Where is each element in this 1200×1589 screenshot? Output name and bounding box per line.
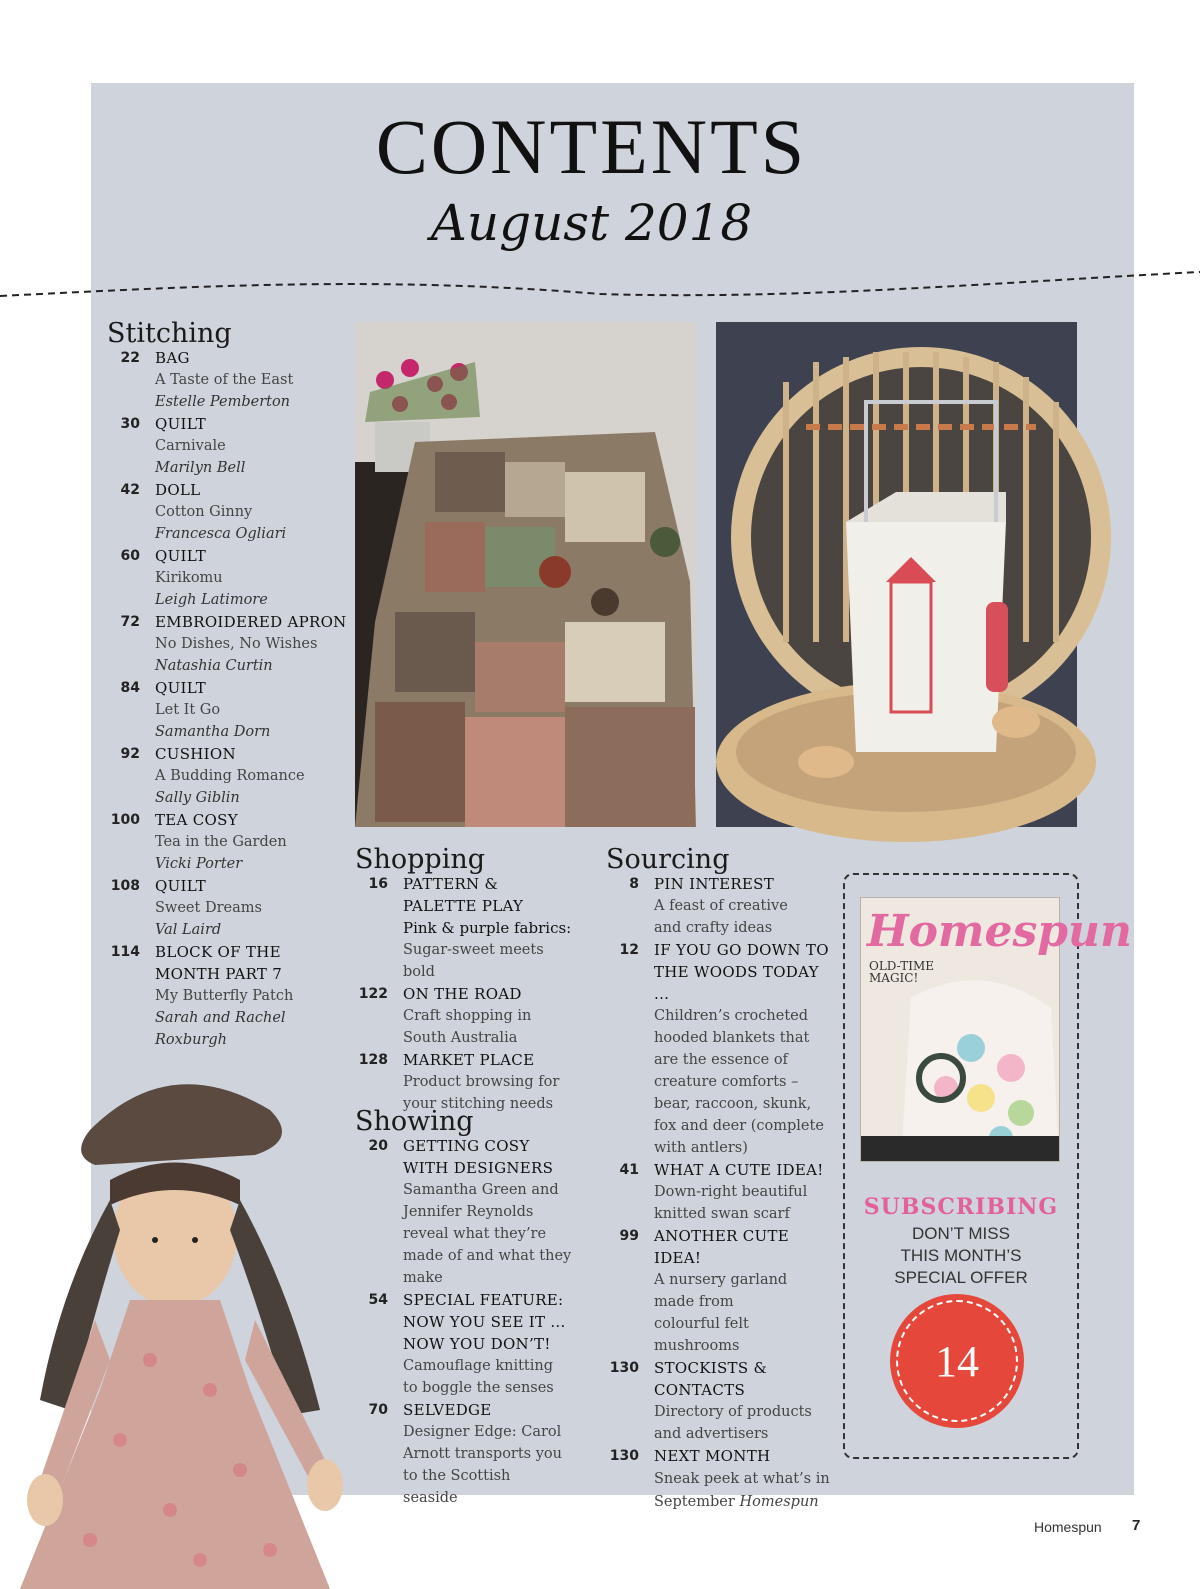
section-heading-showing: Showing (355, 1106, 474, 1137)
entry-category: QUILT (155, 877, 207, 895)
page-number: 60 (120, 548, 140, 564)
entry-category: EMBROIDERED APRON (155, 613, 347, 631)
toc-entry[interactable] (107, 743, 347, 809)
entry-title: Carnivale (155, 438, 226, 454)
doll-illustration (0, 1060, 420, 1589)
section-heading-shopping: Shopping (355, 844, 486, 875)
entry-description: Camouflage knitting to boggle the senses (403, 1358, 554, 1396)
page-number: 100 (110, 812, 140, 828)
page-number: 30 (120, 416, 140, 432)
entry-category: SPECIAL FEATURE: NOW YOU SEE IT ... NOW YOU DON’T! (403, 1291, 566, 1353)
entry-category: QUILT (155, 547, 207, 565)
toc-entry[interactable] (606, 1159, 836, 1225)
entry-category: WHAT A CUTE IDEA! (654, 1161, 824, 1179)
page-number: 130 (609, 1448, 639, 1464)
entry-category: TEA COSY (155, 811, 238, 829)
cover-logo: Homespun (867, 906, 1132, 957)
toc-entry[interactable] (107, 677, 347, 743)
section-heading-stitching: Stitching (107, 318, 232, 349)
page-number: 114 (110, 944, 140, 960)
entry-description: Samantha Green and Jennifer Reynolds reveal what they’re made of and what they make (403, 1182, 572, 1286)
toc-entry[interactable] (606, 1357, 836, 1445)
entry-description: Directory of products and advertisers (654, 1404, 812, 1442)
page-number: 16 (368, 876, 388, 892)
stitch-divider (0, 262, 1200, 302)
entry-category: QUILT (155, 679, 207, 697)
badge-page-number: 14 (896, 1300, 1018, 1422)
page-number: 70 (368, 1402, 388, 1418)
entry-category: DOLL (155, 481, 201, 499)
page-number: 22 (120, 350, 140, 366)
toc-entry[interactable] (606, 939, 836, 1159)
entry-title: Cotton Ginny (155, 504, 253, 520)
subscribe-line-2: THIS MONTH’S (900, 1246, 1022, 1265)
entry-author: Sarah and Rachel Roxburgh (155, 1010, 286, 1048)
entry-category: QUILT (155, 415, 207, 433)
entry-description: Down-right beautiful knitted swan scarf (654, 1184, 808, 1222)
entry-description: Sneak peek at what’s in September (654, 1471, 830, 1510)
entry-title: A Taste of the East (155, 372, 294, 388)
toc-entry[interactable] (107, 545, 347, 611)
stitching-list (107, 347, 347, 1051)
page-number: 84 (120, 680, 140, 696)
entry-title: Kirikomu (155, 570, 223, 586)
page-number: 42 (120, 482, 140, 498)
subscribe-title: SUBSCRIBING (863, 1194, 1059, 1220)
entry-author: Estelle Pemberton (155, 394, 291, 410)
entry-category: SELVEDGE (403, 1401, 492, 1419)
page-number: 54 (368, 1292, 388, 1308)
page-number: 72 (120, 614, 140, 630)
entry-title: Let It Go (155, 702, 221, 718)
toc-entry[interactable] (355, 983, 585, 1049)
entry-lead: Pink & purple fabrics: (403, 919, 572, 937)
entry-category: ANOTHER CUTE IDEA! (654, 1227, 790, 1267)
entry-title: No Dishes, No Wishes (155, 636, 318, 652)
page-number: 41 (619, 1162, 639, 1178)
cover-tagline: OLD-TIME MAGIC! (869, 959, 935, 985)
footer-magazine-name: Homespun (1034, 1519, 1102, 1535)
entry-author: Sally Giblin (155, 790, 240, 806)
toc-entry[interactable] (355, 873, 585, 983)
entry-author: Natashia Curtin (155, 658, 273, 674)
page-number: 128 (358, 1052, 388, 1068)
page-number: 8 (629, 876, 639, 892)
page-number: 108 (110, 878, 140, 894)
toc-entry[interactable] (107, 941, 347, 1051)
toc-entry[interactable] (107, 875, 347, 941)
magazine-cover[interactable] (860, 897, 1132, 1162)
toc-entry[interactable] (606, 1225, 836, 1357)
page-number: 20 (368, 1138, 388, 1154)
subscribe-line-1: DON’T MISS (912, 1224, 1010, 1243)
entry-author: Marilyn Bell (155, 460, 246, 476)
entry-category: ON THE ROAD (403, 985, 522, 1003)
quilt-photo (355, 322, 696, 827)
entry-category: IF YOU GO DOWN TO THE WOODS TODAY ... (654, 941, 829, 1003)
page-number: 122 (358, 986, 388, 1002)
entry-category: PIN INTEREST (654, 875, 775, 893)
page-badge[interactable] (890, 1294, 1024, 1428)
entry-author: Leigh Latimore (155, 592, 268, 608)
entry-author: Vicki Porter (155, 856, 243, 872)
entry-author: Val Laird (155, 922, 222, 938)
toc-entry[interactable] (606, 1445, 836, 1513)
page-number: 92 (120, 746, 140, 762)
page-number: 130 (609, 1360, 639, 1376)
entry-category: NEXT MONTH (654, 1447, 771, 1465)
entry-description: Craft shopping in South Australia (403, 1008, 532, 1046)
entry-title: My Butterfly Patch (155, 988, 294, 1004)
entry-title: Sweet Dreams (155, 900, 262, 916)
toc-entry[interactable] (107, 479, 347, 545)
entry-author: Samantha Dorn (155, 724, 271, 740)
entry-category: BLOCK OF THE MONTH PART 7 (155, 943, 283, 983)
bag-photo (716, 322, 1077, 827)
entry-category: GETTING COSY WITH DESIGNERS (403, 1137, 554, 1177)
entry-description: Designer Edge: Carol Arnott transports you to the Scottish seaside (403, 1424, 562, 1506)
entry-description: Product browsing for your stitching needs (403, 1074, 560, 1112)
toc-entry[interactable] (107, 809, 347, 875)
entry-author: Francesca Ogliari (155, 526, 287, 542)
subscribe-line-3: SPECIAL OFFER (894, 1268, 1028, 1287)
page-number: 99 (619, 1228, 639, 1244)
section-heading-sourcing: Sourcing (606, 844, 730, 875)
entry-description-emphasis: Homespun (739, 1494, 819, 1510)
entry-description: Children’s crocheted hooded blankets that are the essence of creature comforts – bear, raccoon, skunk, fox and deer (complete with antlers) (654, 1008, 824, 1156)
toc-entry[interactable] (107, 611, 347, 677)
toc-entry[interactable] (606, 873, 836, 939)
footer-page-number: 7 (1132, 1517, 1141, 1534)
entry-category: PATTERN & PALETTE PLAY (403, 875, 524, 915)
toc-entry[interactable] (107, 347, 347, 413)
entry-description: A nursery garland made from colourful felt mushrooms (654, 1272, 788, 1354)
toc-entry[interactable] (107, 413, 347, 479)
page-number: 12 (619, 942, 639, 958)
entry-description: Sugar-sweet meets bold (403, 942, 544, 980)
sourcing-list (606, 873, 836, 1513)
entry-description: A feast of creative and crafty ideas (654, 898, 788, 936)
entry-category: BAG (155, 349, 190, 367)
entry-title: Tea in the Garden (155, 834, 287, 850)
entry-category: CUSHION (155, 745, 236, 763)
entry-title: A Budding Romance (155, 768, 305, 784)
entry-category: MARKET PLACE (403, 1051, 535, 1069)
page-title: CONTENTS (375, 103, 808, 190)
entry-category: STOCKISTS & CONTACTS (654, 1359, 768, 1399)
page-subtitle: August 2018 (430, 194, 753, 252)
